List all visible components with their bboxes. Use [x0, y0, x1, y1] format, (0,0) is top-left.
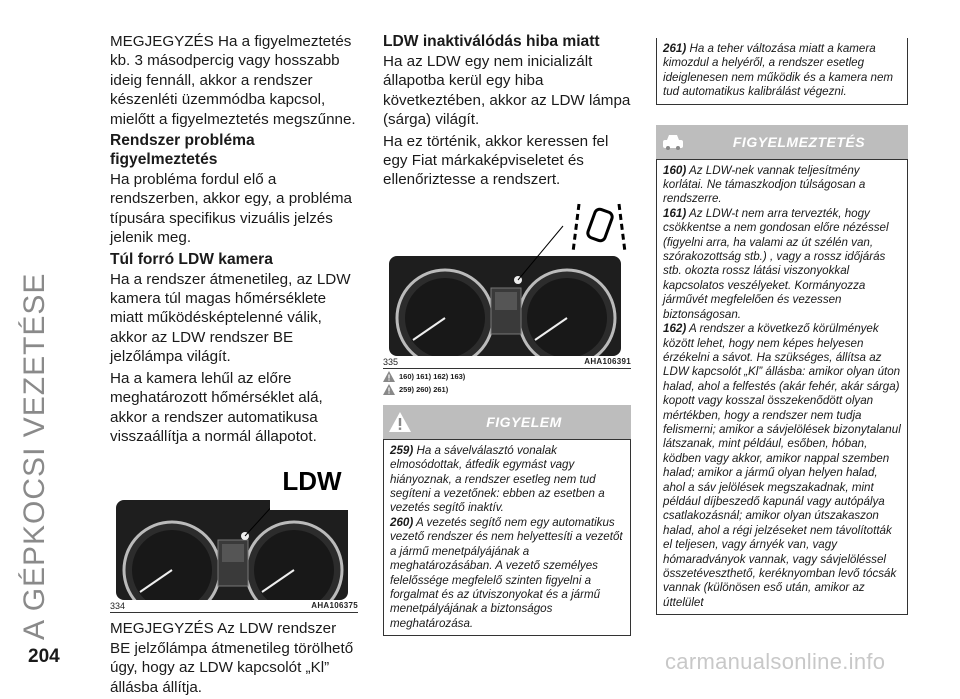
- paragraph: Ha ez történik, akkor keressen fel egy Fiat márkaképviseletet és ellenőriztesse a rendszert.: [383, 132, 609, 189]
- exclamation-icon: [383, 384, 395, 395]
- section-heading: Túl forró LDW kamera: [110, 250, 273, 268]
- warning-refs: 160) 161) 162) 163): [399, 371, 466, 381]
- column-3: [656, 38, 908, 615]
- instrument-cluster-image: [383, 196, 631, 356]
- warning-item: 259) Ha a sávelválasztó vonalak elmosódottak, átfedik egymást vagy hiányoznak, a rendszer esetleg nem tud segíteni a vezetőnek: ebben az esetben a vezetés segítő inaktív.: [390, 443, 605, 515]
- figure-334: [110, 452, 358, 613]
- column-2: [383, 32, 631, 636]
- warning-item: 261) Ha a teher változása miatt a kamera kimozdul a helyéről, a rendszer esetleg ideiglenesen nem működik és a kamera nem tud automatikus kalibrálást végezni.: [663, 42, 894, 99]
- figure-code: AHA106391: [584, 356, 631, 366]
- chapter-sidebar: [18, 20, 58, 640]
- warning-content: [383, 439, 631, 636]
- caution-content: [656, 159, 908, 616]
- paragraph: Ha a rendszer átmenetileg, az LDW kamera túl magas hőmérséklete miatt működésképtelenné válik, akkor az LDW rendszer BE jelzőlámpa világít.: [110, 270, 351, 366]
- figure-code: AHA106375: [311, 601, 358, 611]
- caution-title: FIGYELMEZTETÉS: [732, 133, 866, 150]
- watermark: carmanualsonline.info: [665, 649, 886, 674]
- figure-number: 334: [110, 601, 126, 612]
- reference-line-warnings: [383, 371, 631, 382]
- section-heading: LDW inaktiválódás hiba miatt: [383, 33, 600, 50]
- ldw-label: LDW: [282, 466, 342, 497]
- figure-caption: [110, 600, 358, 613]
- note-paragraph: MEGJEGYZÉS Ha a figyelmeztetés kb. 3 másodpercig vagy hosszabb ideig fennáll, akkor a rendszer készenléti üzemmódba kapcsol, mielőtt a figyelmeztetés megszűnne.: [110, 33, 356, 128]
- warning-block: [383, 405, 631, 636]
- caution-item: 160) Az LDW-nek vannak teljesítmény korlátai. Ne támaszkodjon túlságosan a rendszerre.: [663, 163, 866, 206]
- page-number: 204: [28, 646, 60, 667]
- warning-continuation: [656, 38, 908, 105]
- caution-header: [656, 125, 908, 159]
- chapter-title: A GÉPKOCSI VEZETÉSE: [18, 272, 51, 640]
- caution-icon: [383, 371, 395, 382]
- warning-title: FIGYELEM: [486, 413, 562, 430]
- warning-item: 260) A vezetés segítő nem egy automatikus vezető rendszer és nem helyettesíti a vezetőt a jármű menetpályájának a meghatározásában. A vezető személyes felelőssége megfelelő szinten figyelni a forgalmat és az útviszonyokat és a jármű menetpályájának a biztonságos meghatározása.: [390, 515, 623, 630]
- paragraph: Ha a kamera lehűl az előre meghatározott hőmérséklet alá, akkor a rendszer automatikusa visszaállítja a normál állapotot.: [110, 369, 323, 445]
- warning-triangle-icon: [383, 405, 417, 439]
- warning-header: [383, 405, 631, 439]
- reference-line-cautions: [383, 384, 631, 395]
- note-paragraph: MEGJEGYZÉS Az LDW rendszer BE jelzőlámpa átmenetileg törölhető úgy, hogy az LDW kapcsolót „Kl” állásba állítja.: [110, 620, 354, 696]
- caution-item: 162) A rendszer a következő körülmények között lehet, hogy nem képes helyesen érzékelni a sávot. Ha szükséges, állítsa az LDW kapcsolót „Kl” állásba: amikor olyan úton halad, ahol a felfestés (akár fehér, akár sárga) kopott vagy kosszal összekenődött olyan mértékben, hogy a rendszer nem tudja felismerni; amikor a sávjelölések bizonytalanul látszanak, mint például, esőben, hóban, ködben vagy akkor, amikor nappal szemben halad; amikor a jármű olyan helyen halad, ahol a sáv jelölések megszakadnak, mint például díjbeszedő kapunál vagy autópálya csatlakozásnál; amikor olyan útszakaszon halad, ahol a régi jelzéseket nem távolították el teljesen, vagy árnyék van, vagy hómaradványok vannak, vagy sávjelöléssel összetéveszthető, keréknyomban levő tócsák vannak (különösen eső után, amikor az úttelület: [663, 322, 901, 609]
- section-heading: Rendszer probléma figyelmeztetés: [110, 132, 255, 169]
- caution-refs: 259) 260) 261): [399, 384, 449, 394]
- figure-335: [383, 196, 631, 369]
- figure-caption: [383, 356, 631, 369]
- car-icon: [656, 125, 690, 159]
- caution-item: 161) Az LDW-t nem arra tervezték, hogy csökkentse a nem gondosan előre nézéssel (figyelni arra, ha valami az út szélén van, szórakozottság stb.) , vagy a rossz időjárás stb. okozta rossz látási viszonyokkal kapcsolatos veszélyeket. Kormányozza járművét megfelelően és vezessen biztonságosan.: [663, 206, 889, 321]
- instrument-cluster-image: [110, 452, 358, 600]
- figure-number: 335: [383, 356, 399, 367]
- column-1: [110, 32, 358, 699]
- paragraph: Ha probléma fordul elő a rendszerben, akkor egy, a probléma típusára specifikus vizuális jelzés jelenik meg.: [110, 171, 353, 247]
- paragraph: Ha az LDW egy nem inicializált állapotba kerül egy hiba következtében, akkor az LDW lámpa (sárga) világít.: [383, 53, 631, 129]
- caution-block: [656, 125, 908, 616]
